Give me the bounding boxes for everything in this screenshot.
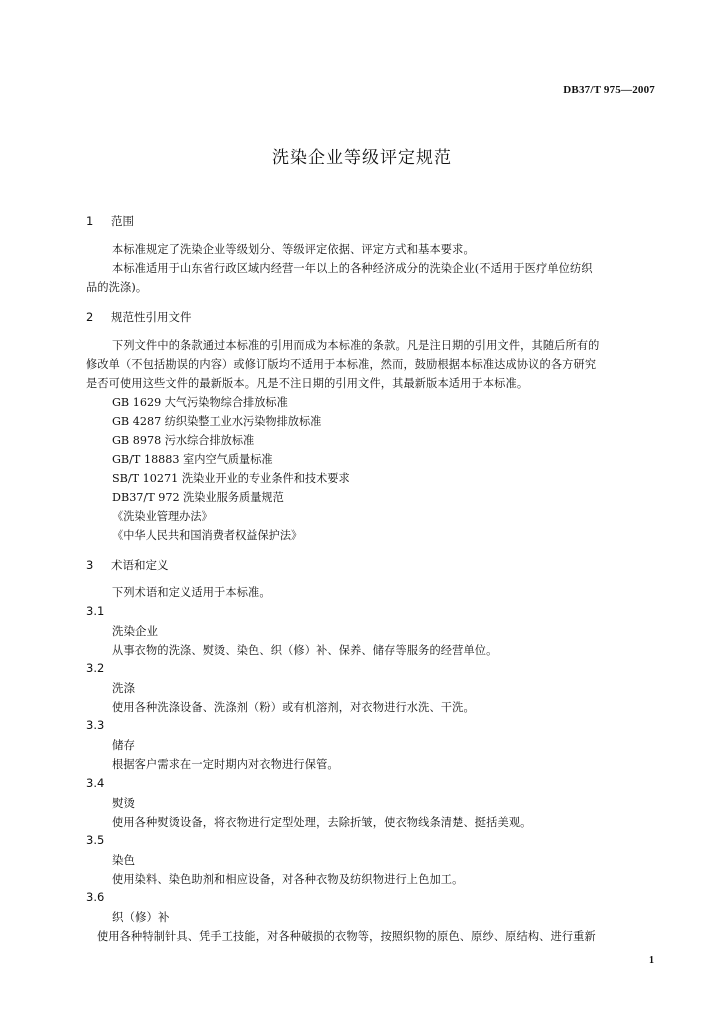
term-number: 3.3 xyxy=(86,718,105,732)
page-number: 1 xyxy=(649,955,654,966)
term-name: 洗涤 xyxy=(112,681,135,695)
reference-item: 《中华人民共和国消费者权益保护法》 xyxy=(112,529,303,542)
term-name: 储存 xyxy=(112,738,135,752)
reference-item: SB/T 10271 洗染业开业的专业条件和技术要求 xyxy=(112,472,350,485)
paragraph-line: 是否可使用这些文件的最新版本。凡是不注日期的引用文件，其最新版本适用于本标准。 xyxy=(86,377,529,390)
term-name: 染色 xyxy=(112,853,135,867)
section-heading-terms xyxy=(86,557,169,573)
term-number: 3.1 xyxy=(86,604,105,618)
reference-item: GB 8978 污水综合排放标准 xyxy=(112,434,255,447)
section-title: 范围 xyxy=(111,214,134,228)
reference-item: DB37/T 972 洗染业服务质量规范 xyxy=(112,491,284,504)
term-number: 3.2 xyxy=(86,661,105,675)
section-number: 1 xyxy=(86,214,94,228)
section-heading-references xyxy=(86,309,192,325)
term-definition: 使用染料、染色助剂和相应设备，对各种衣物及纺织物进行上色加工。 xyxy=(112,873,464,886)
standard-number: DB37/T 975—2007 xyxy=(563,84,655,96)
section-heading-scope xyxy=(86,213,134,229)
paragraph-line: 下列文件中的条款通过本标准的引用而成为本标准的条款。凡是注日期的引用文件，其随后所有的 xyxy=(112,339,600,352)
term-definition: 根据客户需求在一定时期内对衣物进行保管。 xyxy=(112,758,339,771)
section-number: 3 xyxy=(86,558,94,572)
term-definition: 使用各种洗涤设备、洗涤剂（粉）或有机溶剂，对衣物进行水洗、干洗。 xyxy=(112,701,475,714)
term-definition: 使用各种特制针具、凭手工技能，对各种破损的衣物等，按照织物的原色、原纱、原结构、进行重新 xyxy=(97,930,596,943)
section-title: 规范性引用文件 xyxy=(111,310,192,324)
term-name: 织（修）补 xyxy=(112,910,170,924)
paragraph: 下列术语和定义适用于本标准。 xyxy=(112,586,271,599)
term-number: 3.6 xyxy=(86,890,105,904)
paragraph: 本标准规定了洗染企业等级划分、等级评定依据、评定方式和基本要求。 xyxy=(112,243,475,256)
term-definition: 使用各种熨烫设备，将衣物进行定型处理，去除折皱，使衣物线条清楚、挺括美观。 xyxy=(112,816,532,829)
reference-item: 《洗染业管理办法》 xyxy=(112,510,213,523)
section-number: 2 xyxy=(86,310,94,324)
term-definition: 从事衣物的洗涤、熨烫、染色、织（修）补、保养、储存等服务的经营单位。 xyxy=(112,644,498,657)
term-number: 3.5 xyxy=(86,833,105,847)
paragraph-line: 本标准适用于山东省行政区域内经营一年以上的各种经济成分的洗染企业(不适用于医疗单位纺织 xyxy=(112,262,593,275)
term-name: 熨烫 xyxy=(112,796,135,810)
document-title: 洗染企业等级评定规范 xyxy=(272,148,452,168)
reference-item: GB 4287 纺织染整工业水污染物排放标准 xyxy=(112,415,322,428)
reference-item: GB/T 18883 室内空气质量标准 xyxy=(112,453,273,466)
term-name: 洗染企业 xyxy=(112,624,158,638)
paragraph-line: 修改单（不包括勘误的内容）或修订版均不适用于本标准，然而，鼓励根据本标准达成协议的各方研究 xyxy=(86,358,597,371)
term-number: 3.4 xyxy=(86,776,105,790)
section-title: 术语和定义 xyxy=(111,558,169,572)
reference-item: GB 1629 大气污染物综合排放标准 xyxy=(112,396,288,409)
paragraph-line: 品的洗涤)。 xyxy=(86,281,148,294)
